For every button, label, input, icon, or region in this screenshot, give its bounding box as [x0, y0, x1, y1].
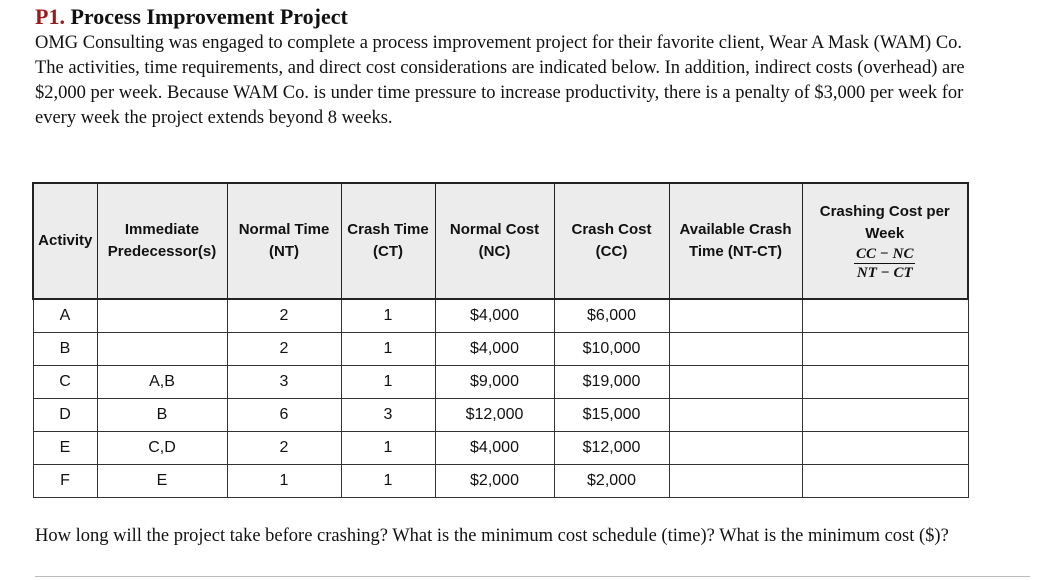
cell-crash-cost-per-week: [802, 432, 968, 465]
cell-crash-time: 1: [341, 366, 435, 399]
cell-available-crash-time: [669, 299, 802, 333]
cell-normal-time: 6: [227, 399, 341, 432]
cell-predecessor: C,D: [97, 432, 227, 465]
question-text: How long will the project take before crashing? What is the minimum cost schedule (time)? What is the minimum cost ($)?: [35, 526, 949, 546]
cell-normal-time: 2: [227, 333, 341, 366]
cell-activity: E: [33, 432, 97, 465]
table-row: [33, 366, 968, 399]
table-header-row: [33, 183, 968, 299]
problem-intro: OMG Consulting was engaged to complete a process improvement project for their favorite client, Wear A Mask (WAM) Co. The activities, time requirements, and direct cost considerations are indicated below. In addition, indirect costs (overhead) are $2,000 per week. Because WAM Co. is under time pressure to increase productivity, there is a penalty of $3,000 per week for every week the project extends beyond 8 weeks.: [35, 33, 965, 128]
cell-available-crash-time: [669, 333, 802, 366]
cell-crash-cost-per-week: [802, 399, 968, 432]
table-row: [33, 432, 968, 465]
cell-crash-time: 1: [341, 299, 435, 333]
cell-crash-cost: $2,000: [554, 465, 669, 498]
cell-predecessor: [97, 333, 227, 366]
cell-normal-cost: $4,000: [435, 432, 554, 465]
cell-crash-cost: $6,000: [554, 299, 669, 333]
cell-normal-time: 1: [227, 465, 341, 498]
cell-normal-time: 2: [227, 299, 341, 333]
problem-title-text: Process Improvement Project: [70, 4, 348, 29]
cell-normal-time: 3: [227, 366, 341, 399]
cell-crash-cost: $15,000: [554, 399, 669, 432]
cell-available-crash-time: [669, 399, 802, 432]
header-normal-cost: Normal Cost (NC): [435, 183, 554, 299]
formula-denominator: NT − CT: [854, 263, 915, 282]
cell-crash-cost-per-week: [802, 366, 968, 399]
cell-activity: C: [33, 366, 97, 399]
cell-crash-time: 3: [341, 399, 435, 432]
cell-normal-cost: $4,000: [435, 333, 554, 366]
header-crash-time: Crash Time (CT): [341, 183, 435, 299]
cell-crash-cost-per-week: [802, 333, 968, 366]
activity-table: [32, 182, 969, 498]
formula-numerator: CC − NC: [856, 245, 914, 262]
cell-crash-cost: $19,000: [554, 366, 669, 399]
problem-number: P1.: [35, 4, 65, 29]
header-crashing-cost-label: Crashing Cost per Week: [819, 202, 950, 242]
cell-crash-cost: $10,000: [554, 333, 669, 366]
header-crash-cost: Crash Cost (CC): [554, 183, 669, 299]
cell-normal-time: 2: [227, 432, 341, 465]
cell-available-crash-time: [669, 432, 802, 465]
cell-activity: F: [33, 465, 97, 498]
table-row: [33, 299, 968, 333]
cell-crash-cost: $12,000: [554, 432, 669, 465]
cell-activity: A: [33, 299, 97, 333]
cell-crash-time: 1: [341, 333, 435, 366]
header-predecessor: Immediate Predecessor(s): [97, 183, 227, 299]
header-crashing-cost-per-week: [802, 183, 968, 299]
cell-crash-cost-per-week: [802, 465, 968, 498]
problem-title: [35, 4, 348, 30]
cell-predecessor: B: [97, 399, 227, 432]
header-normal-time: Normal Time (NT): [227, 183, 341, 299]
cell-crash-cost-per-week: [802, 299, 968, 333]
cell-predecessor: [97, 299, 227, 333]
cell-activity: B: [33, 333, 97, 366]
cell-available-crash-time: [669, 465, 802, 498]
table-row: [33, 333, 968, 366]
cell-predecessor: A,B: [97, 366, 227, 399]
cell-normal-cost: $12,000: [435, 399, 554, 432]
cell-crash-time: 1: [341, 432, 435, 465]
cell-crash-time: 1: [341, 465, 435, 498]
bottom-divider: [35, 576, 1030, 577]
cell-normal-cost: $4,000: [435, 299, 554, 333]
header-available-crash-time: Available Crash Time (NT-CT): [669, 183, 802, 299]
header-activity: Activity: [33, 183, 97, 299]
cell-normal-cost: $2,000: [435, 465, 554, 498]
table-row: [33, 465, 968, 498]
cell-activity: D: [33, 399, 97, 432]
cell-available-crash-time: [669, 366, 802, 399]
crash-cost-formula: [854, 245, 915, 282]
cell-predecessor: E: [97, 465, 227, 498]
cell-normal-cost: $9,000: [435, 366, 554, 399]
table-row: [33, 399, 968, 432]
